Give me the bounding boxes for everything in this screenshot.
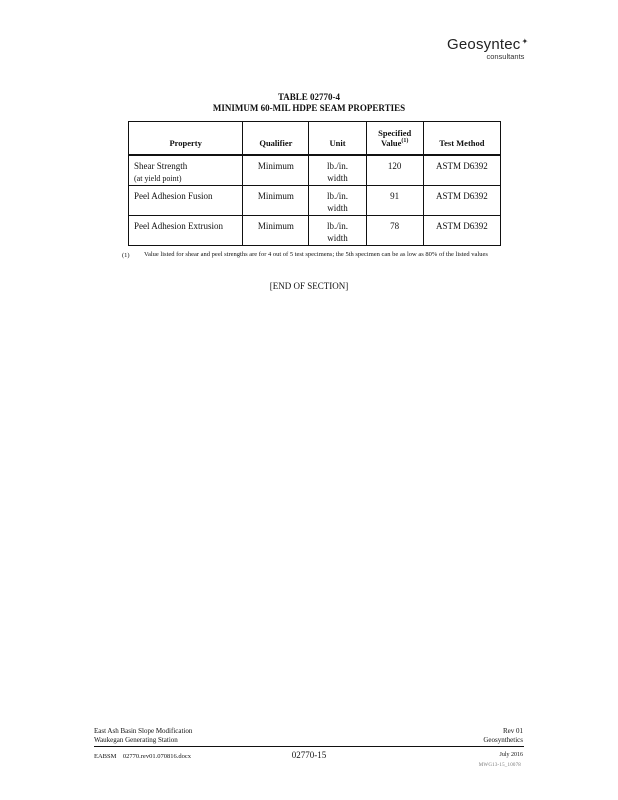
cell-qualifier: Minimum [243, 186, 309, 216]
cell-property: Shear Strength [134, 161, 188, 171]
page-number: 02770-15 [291, 750, 327, 760]
header-unit: Unit [309, 122, 366, 156]
table-row [129, 216, 501, 246]
logo-name: Geosyntec [447, 36, 521, 53]
table-row [129, 155, 501, 186]
cell-value: 78 [366, 216, 423, 246]
cell-property-note: (at yield point) [134, 174, 182, 183]
table-row [129, 186, 501, 216]
footer-date: July 2016 [499, 752, 523, 758]
cell-unit-line1: lb./in. [327, 161, 349, 171]
footnote-number: (1) [122, 252, 130, 259]
cell-unit-line2: width [327, 173, 348, 183]
cell-unit-line1: lb./in. [327, 221, 349, 231]
logo-mark-icon: ✦ [521, 37, 529, 46]
cell-value: 91 [366, 186, 423, 216]
table-header-row [129, 122, 501, 156]
footnote-text: Value listed for shear and peel strengths are for 4 out of 5 test specimens; the 5th specimen can be as low as 80% of the listed values [144, 251, 488, 258]
table-number: TABLE 02770-4 [277, 92, 341, 102]
header-value-line2: Value [380, 138, 402, 148]
header-test-method: Test Method [439, 138, 485, 148]
end-of-section: [END OF SECTION] [269, 281, 349, 291]
cell-qualifier: Minimum [243, 216, 309, 246]
cell-test-method: ASTM D6392 [435, 191, 488, 201]
footer-site: Waukegan Generating Station [94, 736, 178, 744]
cell-test-method: ASTM D6392 [435, 161, 488, 171]
footer-revision: Rev 01 [502, 727, 523, 735]
cell-qualifier: Minimum [243, 155, 309, 186]
seam-properties-table [128, 121, 501, 246]
header-value-line1: Specified [378, 128, 412, 138]
cell-value: 120 [366, 155, 423, 186]
cell-unit-line2: width [327, 203, 348, 213]
footer-project: East Ash Basin Slope Modification [94, 727, 193, 735]
footer-file-name: EABSM 02770.rev01.070816.docx [94, 753, 191, 760]
logo-subtitle: consultants [486, 52, 525, 61]
bates-stamp: MWG13-15_10078 [478, 763, 521, 768]
header-property: Property [129, 122, 243, 156]
table-title: MINIMUM 60-MIL HDPE SEAM PROPERTIES [212, 103, 406, 113]
header-qualifier: Qualifier [243, 122, 309, 156]
geosyntec-logo [447, 36, 528, 61]
cell-property: Peel Adhesion Fusion [129, 186, 243, 216]
footer-section-name: Geosynthetics [483, 736, 523, 744]
cell-property: Peel Adhesion Extrusion [129, 216, 243, 246]
footer-divider [94, 746, 524, 747]
header-specified-value [366, 122, 423, 156]
cell-unit-line2: width [327, 233, 348, 243]
header-value-footnote-ref: (1) [401, 138, 409, 145]
cell-test-method: ASTM D6392 [435, 221, 488, 231]
cell-unit-line1: lb./in. [327, 191, 349, 201]
